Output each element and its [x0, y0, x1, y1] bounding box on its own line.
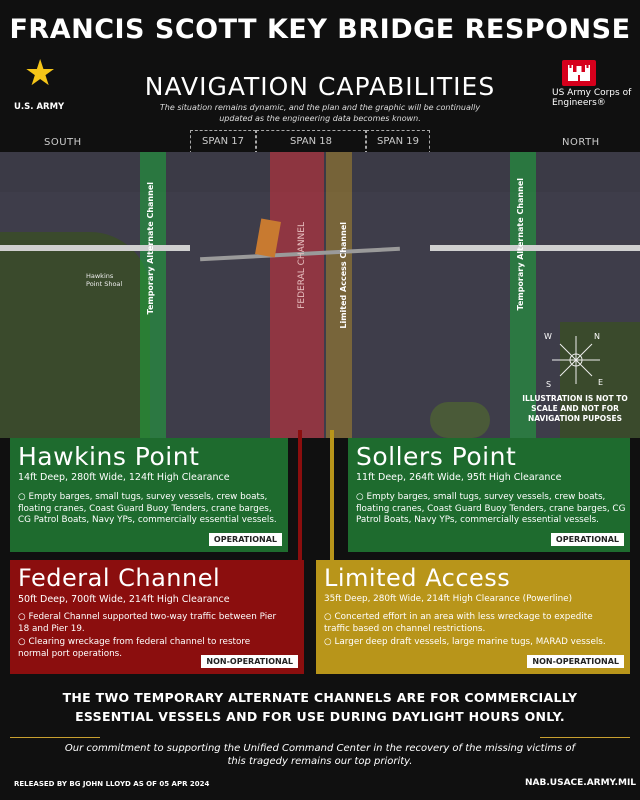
bridge-south-section [0, 245, 190, 251]
divider-left [10, 737, 100, 738]
federal-bullet-1: ○ Federal Channel supported two-way traffic between Pier 18 and Pier 19. [18, 612, 277, 634]
federal-bullet-2: ○ Clearing wreckage from federal channel to restore normal port operations. [18, 637, 251, 659]
alt-channel-right-label: Temporary Alternate Channel [516, 178, 525, 311]
limited-title: Limited Access [324, 564, 511, 592]
sollers-status-badge: OPERATIONAL [551, 533, 624, 546]
federal-status-badge: NON-OPERATIONAL [201, 655, 298, 668]
south-shore [0, 232, 150, 438]
sollers-title: Sollers Point [356, 442, 517, 471]
release-info: RELEASED BY BG JOHN LLOYD AS OF 05 APR 2024 [14, 780, 210, 788]
aerial-map [0, 152, 640, 438]
span-19-box: SPAN 19 [366, 130, 430, 154]
limited-bullet-1: ○ Concerted effort in an area with less wreckage to expedite traffic based on channel restrictions. [324, 612, 593, 634]
limited-status-badge: NON-OPERATIONAL [527, 655, 624, 668]
federal-stem [298, 430, 302, 560]
compass-e: E [598, 378, 604, 387]
limited-bullet-2: ○ Larger deep draft vessels, large marine tugs, MARAD vessels. [324, 637, 606, 647]
hawkins-status-badge: OPERATIONAL [209, 533, 282, 546]
sollers-panel [348, 438, 630, 552]
sollers-bullet: ○ Empty barges, small tugs, survey vessels, crew boats, floating cranes, Coast Guard Buoy Tenders, crane barges, CG Patrol Boats, Navy YPs, commercially essential vessels. [356, 492, 626, 525]
federal-panel [10, 560, 304, 674]
map-disclaimer: ILLUSTRATION IS NOT TO SCALE AND NOT FOR NAVIGATION PUPOSES [522, 394, 628, 423]
hawkins-title: Hawkins Point [18, 442, 200, 471]
sollers-spec: 11ft Deep, 264ft Wide, 95ft High Clearance [356, 472, 562, 483]
hawkins-spec: 14ft Deep, 280ft Wide, 124ft High Clearance [18, 472, 230, 483]
page-subtitle: NAVIGATION CAPABILITIES [144, 72, 496, 101]
website-link[interactable]: NAB.USACE.ARMY.MIL [525, 778, 637, 788]
limited-stem [330, 430, 334, 560]
limited-channel-label: Limited Access Channel [339, 222, 348, 329]
south-label: SOUTH [44, 137, 82, 148]
federal-channel-label: FEDERAL CHANNEL [297, 222, 307, 309]
usace-label: US Army Corps of Engineers® [552, 88, 632, 108]
fort-island [430, 402, 490, 438]
bridge-north-section [430, 245, 640, 251]
divider-right [540, 737, 630, 738]
hawkins-panel [10, 438, 288, 552]
commitment-statement: Our commitment to supporting the Unified Command Center in the recovery of the missing victims of this tragedy remains our top priority. [64, 743, 576, 767]
usace-castle-logo [562, 60, 596, 86]
daylight-notice: THE TWO TEMPORARY ALTERNATE CHANNELS ARE FOR COMMERCIALLY ESSENTIAL VESSELS AND FOR USE DURING DAYLIGHT HOURS ONLY. [62, 690, 578, 724]
status-note: The situation remains dynamic, and the plan and the graphic will be continually updated as the engineering data becomes known. [159, 103, 481, 123]
page-title: FRANCIS SCOTT KEY BRIDGE RESPONSE [9, 14, 631, 45]
limited-panel [316, 560, 630, 674]
army-label: U.S. ARMY [14, 102, 65, 112]
compass-n: N [594, 332, 600, 341]
compass-w: W [544, 332, 552, 341]
span-17-box: SPAN 17 [190, 130, 256, 154]
federal-spec: 50ft Deep, 700ft Wide, 214ft High Clearance [18, 594, 230, 605]
alt-channel-left-label: Temporary Alternate Channel [146, 182, 155, 315]
north-label: NORTH [562, 137, 600, 148]
limited-spec: 35ft Deep, 280ft Wide, 214ft High Clearance (Powerline) [324, 594, 573, 604]
compass-s: S [546, 380, 552, 389]
hawkins-bullet: ○ Empty barges, small tugs, survey vessels, crew boats, floating cranes, Coast Guard Buoy Tenders, crane barges, CG Patrol Boats, Navy YPs, commercially essential vessels. [18, 492, 277, 525]
army-star-logo: ★ [24, 53, 57, 94]
hawkins-point-shoal-label: Hawkins Point Shoal [86, 272, 123, 288]
federal-title: Federal Channel [18, 564, 221, 592]
span-18-box: SPAN 18 [256, 130, 366, 154]
